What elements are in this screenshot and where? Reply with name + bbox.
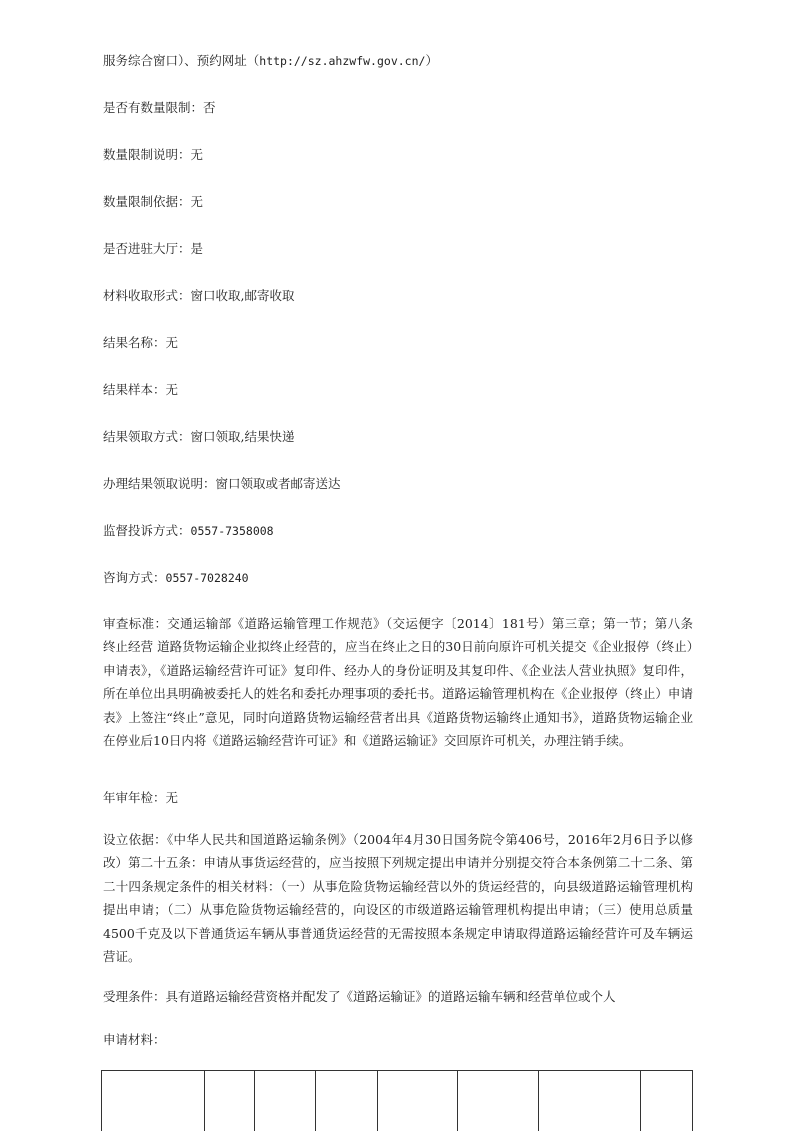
review-standard-paragraph: 审查标准：交通运输部《道路运输管理工作规范》（交运便字〔2014〕181号）第三章；第一节；第八条 终止经营 道路货物运输企业拟终止经营的，应当在终止之日的30日前向原许可机关提交《企业报停（终止）申请表》，《道路运输经营许可证》复印件、经办人的身份证明及其复印件、《企业法人营业执照》复印件，所在单位出具明确被委托人的姓名和委托办理事项的委托书。道路运输管理机构在《企业报停（终止）申请表》上签注“终止”意见，同时向道路货物运输经营者出具《道路货物运输终止通知书》，道路货物运输企业在停业后10日内将《道路运输经营许可证》和《道路运输证》交回原许可机关，办理注销手续。 bbox=[103, 616, 693, 749]
booking-url[interactable]: http://sz.ahzwfw.gov.cn/ bbox=[259, 54, 426, 68]
result-pickup-note-line: 办理结果领取说明：窗口领取或者邮寄送达 bbox=[103, 476, 341, 491]
table-column-divider bbox=[254, 1071, 255, 1131]
consult-line: 咨询方式：0557-7028240 bbox=[103, 570, 249, 585]
booking-url-line: 服务综合窗口）、预约网址（http://sz.ahzwfw.gov.cn/） bbox=[103, 53, 438, 68]
complaint-phone: 0557-7358008 bbox=[190, 524, 274, 538]
table-column-divider bbox=[457, 1071, 458, 1131]
material-collection-line: 材料收取形式：窗口收取,邮寄收取 bbox=[103, 288, 295, 303]
table-column-divider bbox=[377, 1071, 378, 1131]
quantity-limit-line: 是否有数量限制：否 bbox=[103, 100, 216, 115]
establishment-basis-paragraph: 设立依据：《中华人民共和国道路运输条例》（2004年4月30日国务院令第406号，2016年2月6日予以修改）第二十五条：申请从事货运经营的，应当按照下列规定提出申请并分别提交符合本条例第二十二条、第二十四条规定条件的相关材料：（一）从事危险货物运输经营以外的货运经营的，向县级道路运输管理机构提出申请；（二）从事危险货物运输经营的，向设区的市级道路运输管理机构提出申请；（三）使用总质量4500千克及以下普通货运车辆从事普通货运经营的无需按照本条规定申请取得道路运输经营许可及车辆运营证。 bbox=[103, 832, 693, 965]
annual-review-line: 年审年检：无 bbox=[103, 790, 179, 805]
result-name-line: 结果名称：无 bbox=[103, 335, 179, 350]
table-column-divider bbox=[692, 1071, 693, 1131]
table-column-divider bbox=[204, 1071, 205, 1131]
acceptance-conditions-line: 受理条件：具有道路运输经营资格并配发了《道路运输证》的道路运输车辆和经营单位或个人 bbox=[103, 989, 616, 1004]
application-materials-heading: 申请材料： bbox=[103, 1032, 166, 1047]
table-column-divider bbox=[640, 1071, 641, 1131]
result-pickup-line: 结果领取方式：窗口领取,结果快递 bbox=[103, 429, 295, 444]
result-sample-line: 结果样本：无 bbox=[103, 382, 179, 397]
consult-phone: 0557-7028240 bbox=[165, 571, 249, 585]
hall-entry-line: 是否进驻大厅：是 bbox=[103, 241, 204, 256]
table-column-divider bbox=[538, 1071, 539, 1131]
table-column-divider bbox=[315, 1071, 316, 1131]
quantity-limit-note-line: 数量限制说明：无 bbox=[103, 147, 204, 162]
complaint-line: 监督投诉方式：0557-7358008 bbox=[103, 523, 274, 538]
quantity-limit-basis-line: 数量限制依据：无 bbox=[103, 194, 204, 209]
table-column-divider bbox=[101, 1071, 102, 1131]
